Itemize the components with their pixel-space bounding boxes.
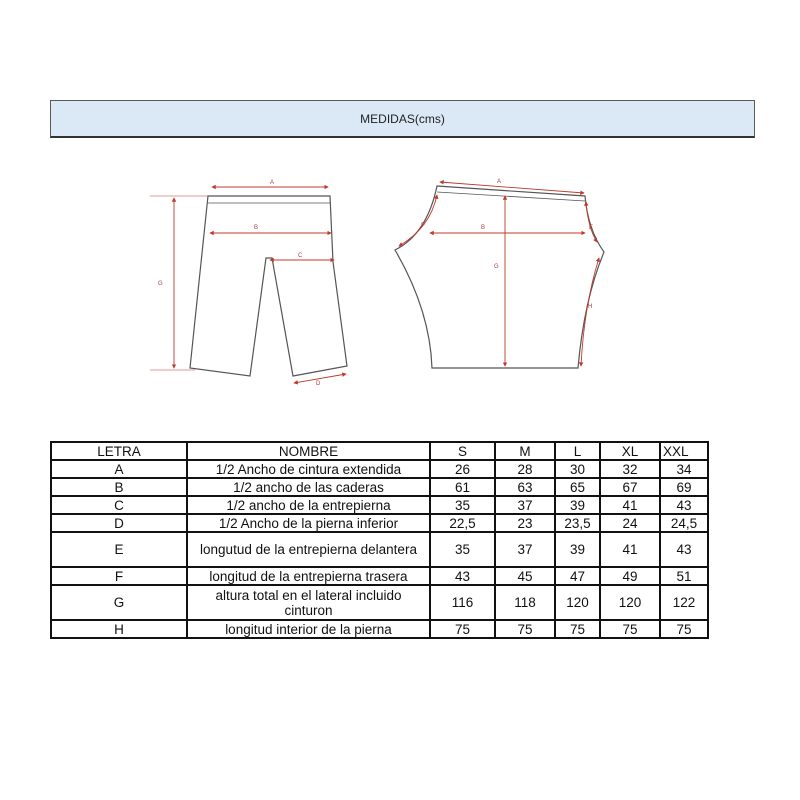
label-front-b: B (254, 225, 259, 231)
cell-l: 47 (555, 567, 600, 585)
cell-letter: H (51, 620, 187, 638)
cell-m: 37 (495, 532, 555, 567)
cell-m: 63 (495, 478, 555, 496)
cell-s: 43 (430, 567, 495, 585)
cell-l: 75 (555, 620, 600, 638)
cell-l: 120 (555, 585, 600, 620)
header-l: L (555, 442, 600, 460)
cell-l: 23,5 (555, 514, 600, 532)
table-row (51, 620, 708, 638)
label-front-c: C (298, 253, 303, 259)
cell-xxl: 43 (660, 496, 708, 514)
table-row (51, 460, 708, 478)
label-side-f: F (421, 223, 425, 229)
header-letra: LETRA (51, 442, 187, 460)
header-xxl: XXL (660, 442, 708, 460)
label-side-g: G (494, 264, 499, 270)
cell-s: 26 (430, 460, 495, 478)
cell-xxl: 51 (660, 567, 708, 585)
side-pants-outline (395, 186, 604, 368)
label-side-a: A (497, 179, 502, 185)
cell-name: longitud interior de la pierna (187, 620, 430, 638)
cell-s: 61 (430, 478, 495, 496)
cell-letter: D (51, 514, 187, 532)
cell-name: 1/2 ancho de la entrepierna (187, 496, 430, 514)
cell-l: 30 (555, 460, 600, 478)
cell-xxl: 122 (660, 585, 708, 620)
cell-name: 1/2 ancho de las caderas (187, 478, 430, 496)
side-measure-labels (421, 179, 593, 310)
front-pants-outline (190, 196, 347, 376)
label-front-g: G (158, 281, 163, 287)
cell-name: altura total en el lateral incluido cinturon (187, 585, 430, 620)
cell-xl: 49 (600, 567, 660, 585)
cell-l: 65 (555, 478, 600, 496)
cell-xl: 67 (600, 478, 660, 496)
cell-s: 75 (430, 620, 495, 638)
cell-xl: 41 (600, 496, 660, 514)
header-m: M (495, 442, 555, 460)
cell-xl: 24 (600, 514, 660, 532)
cell-xxl: 69 (660, 478, 708, 496)
table-header-row (51, 442, 708, 460)
front-measure-lines (150, 187, 346, 383)
cell-m: 45 (495, 567, 555, 585)
cell-m: 28 (495, 460, 555, 478)
label-front-d: D (316, 381, 321, 387)
cell-l: 39 (555, 496, 600, 514)
header-nombre: NOMBRE (187, 442, 430, 460)
cell-s: 22,5 (430, 514, 495, 532)
cell-m: 75 (495, 620, 555, 638)
table-row (51, 478, 708, 496)
cell-xl: 41 (600, 532, 660, 567)
cell-m: 37 (495, 496, 555, 514)
cell-xxl: 24,5 (660, 514, 708, 532)
cell-letter: A (51, 460, 187, 478)
cell-letter: G (51, 585, 187, 620)
cell-xxl: 43 (660, 532, 708, 567)
front-measure-labels (158, 180, 321, 387)
table-row (51, 567, 708, 585)
cell-letter: E (51, 532, 187, 567)
label-front-a: A (270, 180, 275, 186)
cell-xl: 32 (600, 460, 660, 478)
label-side-h: H (588, 304, 593, 310)
table-row (51, 496, 708, 514)
cell-name: 1/2 Ancho de la pierna inferior (187, 514, 430, 532)
label-side-b: B (481, 225, 486, 231)
cell-letter: F (51, 567, 187, 585)
page-title: MEDIDAS(cms) (360, 111, 445, 126)
cell-s: 116 (430, 585, 495, 620)
table-row (51, 532, 708, 567)
cell-name: 1/2 Ancho de cintura extendida (187, 460, 430, 478)
label-side-e: E (589, 225, 594, 231)
size-table (50, 441, 709, 639)
table-row (51, 585, 708, 620)
cell-xxl: 75 (660, 620, 708, 638)
cell-xl: 120 (600, 585, 660, 620)
cell-xl: 75 (600, 620, 660, 638)
cell-s: 35 (430, 532, 495, 567)
cell-name: longutud de la entrepierna delantera (187, 532, 430, 567)
cell-name: longitud de la entrepierna trasera (187, 567, 430, 585)
cell-m: 118 (495, 585, 555, 620)
cell-l: 39 (555, 532, 600, 567)
cell-s: 35 (430, 496, 495, 514)
cell-m: 23 (495, 514, 555, 532)
cell-letter: C (51, 496, 187, 514)
cell-xxl: 34 (660, 460, 708, 478)
table-row (51, 514, 708, 532)
cell-letter: B (51, 478, 187, 496)
header-xl: XL (600, 442, 660, 460)
header-s: S (430, 442, 495, 460)
